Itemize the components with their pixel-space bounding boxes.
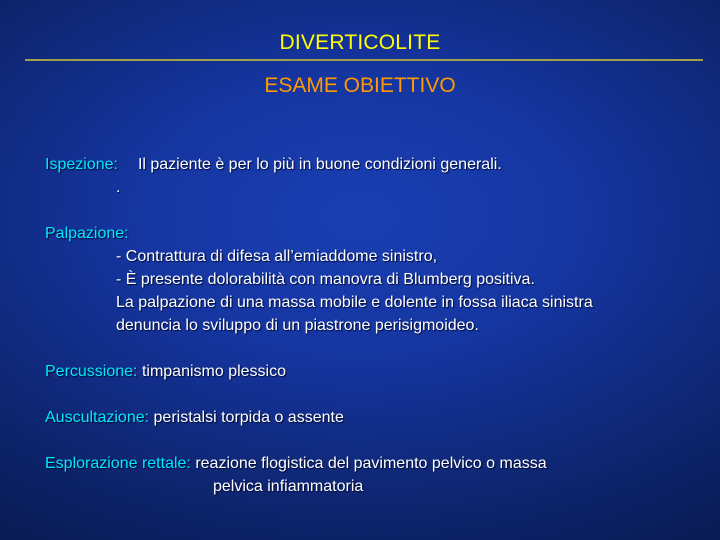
- percussione-label: Percussione:: [45, 363, 138, 380]
- ispezione-label: Ispezione:: [45, 156, 118, 173]
- title-divider: [25, 59, 703, 61]
- auscultazione-text: peristalsi torpida o assente: [153, 409, 344, 426]
- esplorazione-label: Esplorazione rettale:: [45, 455, 191, 472]
- palpazione-label: Palpazione:: [45, 225, 129, 242]
- percussione-line: [45, 360, 705, 383]
- auscultazione-label: Auscultazione:: [45, 409, 150, 426]
- percussione-text: timpanismo plessico: [141, 363, 287, 380]
- ispezione-line: [45, 153, 705, 176]
- esplorazione-text-1: reazione flogistica del pavimento pelvico o massa: [195, 455, 547, 472]
- esplorazione-line: [45, 452, 705, 475]
- palpazione-line-3: La palpazione di una massa mobile e dolente in fossa iliaca sinistra: [116, 294, 593, 311]
- ispezione-text: Il paziente è per lo più in buone condizioni generali.: [137, 156, 502, 173]
- palpazione-line-4: denuncia lo sviluppo di un piastrone perisigmoideo.: [116, 317, 479, 334]
- esplorazione-text-2: pelvica infiammatoria: [213, 478, 364, 495]
- slide-subtitle: ESAME OBIETTIVO: [264, 74, 456, 97]
- auscultazione-line: [45, 406, 705, 429]
- palpazione-line-2: - È presente dolorabilità con manovra di Blumberg positiva.: [116, 271, 535, 288]
- ispezione-dot: .: [116, 179, 121, 196]
- palpazione-line-1: - Contrattura di difesa all’emiaddome sinistro,: [116, 248, 438, 265]
- exam-content: [45, 153, 705, 498]
- slide-title: DIVERTICOLITE: [279, 31, 441, 54]
